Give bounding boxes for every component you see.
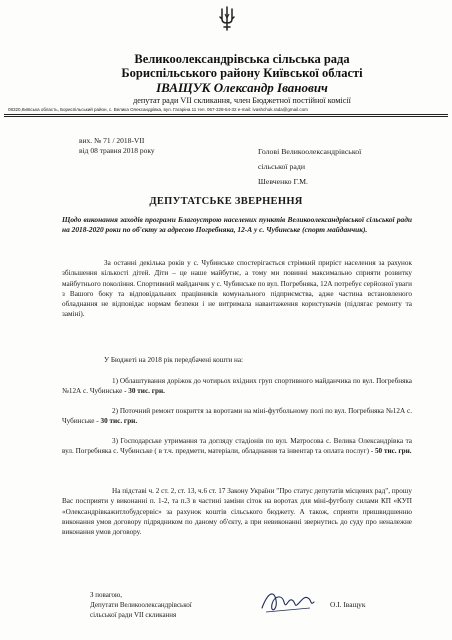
paragraph-context: За останні декілька років у с. Чубинське спостерігається стрімкий приріст населення за рахунок збільшення кількості дітей. Діти – це наше майбутнє, а тому ми повинні максимально сприяти розвитку майбутнього покоління. Спортивний майданчик у с. Чубинське по вул. Погребняка, 12А потребує серйозної уваги з Вашого боку та відповідальних працівників комунального підприємства, адже частина встановленого обладнання не відповідає нормам безпеки і не витримала навантаження користувачів (підлягає ремонту та заміні). [62, 259, 412, 319]
council-name: Великоолександрівська сільська рада [134, 52, 350, 66]
document-title: ДЕПУТАТСЬКЕ ЗВЕРНЕННЯ [149, 196, 303, 207]
subject-line: Щодо виконання заходів програми Благоустрою населених пунктів Великоолександрівської сільської ради на 2018-2020 роки по об'єкту за адресою Погребняка, 12-А у с. Чубинське (спорт майданчик). [62, 215, 412, 235]
budget-item-3-text: 3) Господарське утримання та догляду стадіонів по вул. Матросова с. Велика Олександрівка та вул. Погребняка с. Чубинське ( в т.ч. предмети, матеріали, обладнання та інвентар та оплата послуг) - [62, 437, 412, 456]
district-name: Бориспільського району Київської області [121, 66, 363, 80]
budget-item-1 [62, 376, 412, 397]
recipient-line2: сільської ради [258, 162, 305, 171]
signer-name: О.І. Іващук [330, 600, 366, 609]
signature-mark [258, 586, 318, 618]
budget-item-3 [62, 436, 412, 457]
letterhead-address: 08320,Київська область, Бориспільський район, с. Велика Олександрівка, вул. Гагаріна 11 тел. 067-328-54-32 e-mail: ivashchuk.radа@gmail.com [8, 107, 308, 112]
outgoing-date: від 08 травня 2018 року [79, 146, 155, 155]
outgoing-number: вих. № 71 / 2018-VII [79, 136, 145, 145]
recipient-line1: Голові Великоолександрівської [258, 147, 362, 156]
budget-item-2-text: 2) Поточний ремонт покриття за воротами на міні-футбольному полі по вул. Погребняка №12А с. Чубинське - [62, 407, 412, 426]
closing-regards: З повагою, [90, 591, 122, 599]
budget-item-1-amount: 30 тис. грн. [128, 387, 165, 396]
outgoing-reference [79, 136, 155, 156]
budget-item-2-amount: 30 тис. грн. [100, 417, 138, 426]
letterhead-rule [4, 114, 448, 115]
deputy-role: депутат ради VII скликання, член Бюджетної постійної комісії [133, 96, 351, 105]
trident-icon [219, 6, 235, 32]
letterhead-rule-thin [4, 116, 448, 117]
budget-item-2 [62, 406, 412, 427]
deputy-name: ІВАЩУК Олександр Іванович [156, 80, 328, 95]
closing-title2: сільської ради VII скликання [90, 611, 177, 619]
budget-item-1-text: 1) Облаштування доріжок до чотирьох вхідних груп спортивного майданчика по вул. Погребняка №12А с. Чубинське - [62, 377, 412, 396]
paragraph-request: На підставі ч. 2 ст. 2, ст. 13, ч.6 ст. 17 Закону України "Про статус депутатів місцевих рад", прошу Вас посприяти у виконанні п. 1-2, та п.3 в частині заміни сіток на воротах для міні-футболу силами КП «КУП «Олександрівкажитлобудсервіс» за рахунок коштів сільського бюджету. А також, сприяти пришвидшенню виконання умов договору підрядником по даному об'єкту, а при невиконанні звернутись до суду про неналежне виконання умов договору. [62, 487, 412, 537]
closing-title1: Депутати Великоолександрівської [90, 601, 192, 609]
closing-block [90, 590, 192, 620]
paragraph-budget-intro: У Бюджеті на 2018 рік передбачені кошти на: [104, 356, 244, 364]
recipient-line3: Шевченко Г.М. [258, 177, 308, 186]
budget-item-3-amount: 50 тис. грн. [374, 447, 412, 456]
recipient-block [258, 144, 361, 189]
